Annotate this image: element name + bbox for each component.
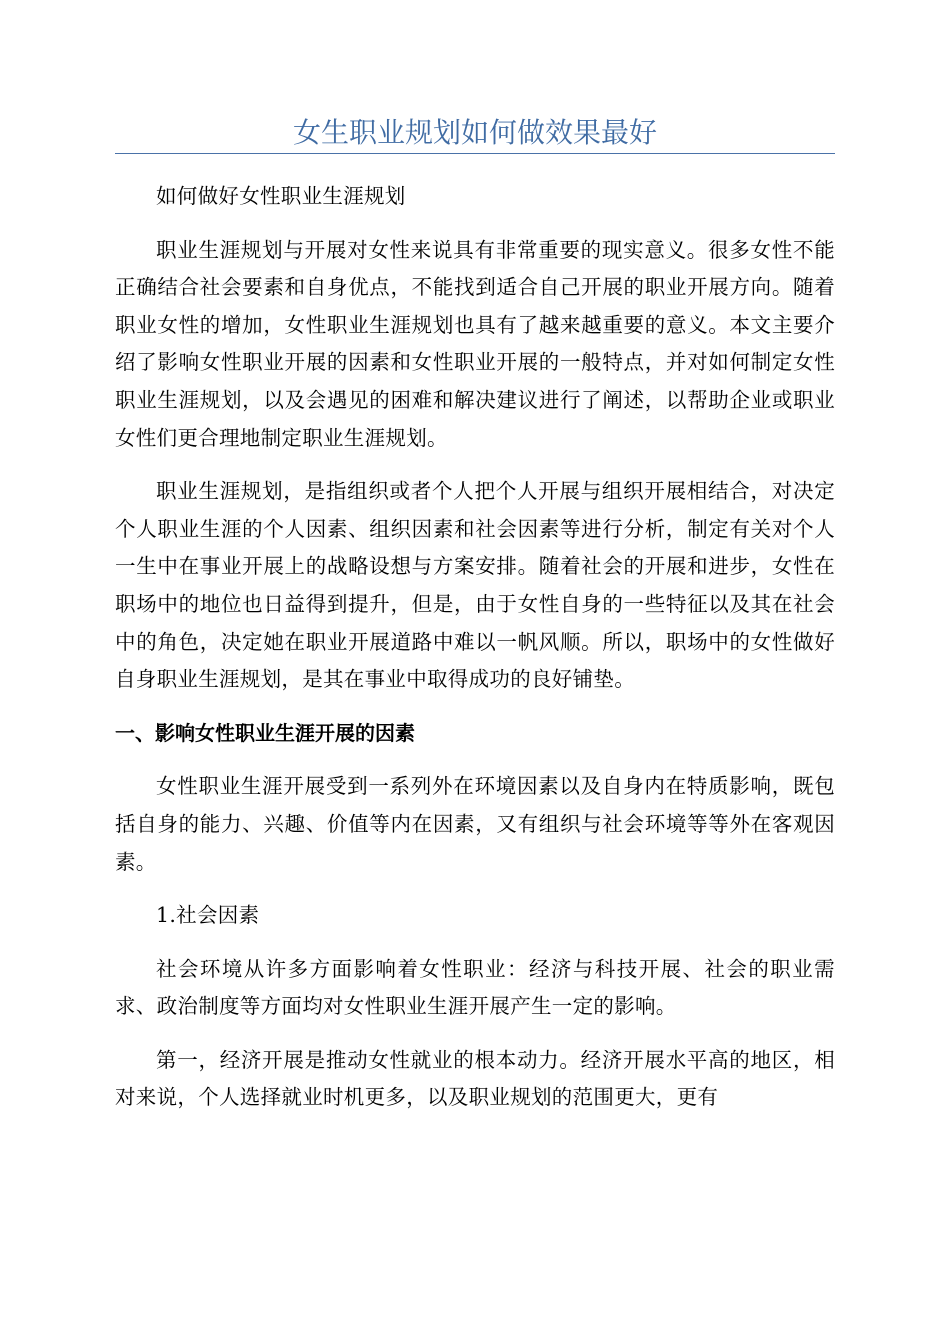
section-heading: 一、影响女性职业生涯开展的因素 xyxy=(115,720,415,745)
subsection-paragraph: 社会环境从许多方面影响着女性职业：经济与科技开展、社会的职业需求、政治制度等方面均对女性职业生涯开展产生一定的影响。 xyxy=(115,956,835,1019)
title-underline xyxy=(115,153,835,154)
document-title: 女生职业规划如何做效果最好 xyxy=(292,116,657,149)
subtitle: 如何做好女性职业生涯规划 xyxy=(156,184,406,208)
section-intro: 女性职业生涯开展受到一系列外在环境因素以及自身内在特质影响，既包括自身的能力、兴趣、价值等内在因素，又有组织与社会环境等等外在客观因素。 xyxy=(115,774,835,874)
subsection-heading: 1.社会因素 xyxy=(156,903,260,928)
subsection-paragraph-economy: 第一，经济开展是推动女性就业的根本动力。经济开展水平高的地区，相对来说，个人选择就业时机更多，以及职业规划的范围更大，更有 xyxy=(115,1047,835,1110)
paragraph-intro: 职业生涯规划与开展对女性来说具有非常重要的现实意义。很多女性不能正确结合社会要素和自身优点，不能找到适合自己开展的职业开展方向。随着职业女性的增加，女性职业生涯规划也具有了越来越重要的意义。本文主要介绍了影响女性职业开展的因素和女性职业开展的一般特点，并对如何制定女性职业生涯规划，以及会遇见的困难和解决建议进行了阐述，以帮助企业或职业女性们更合理地制定职业生涯规划。 xyxy=(115,237,835,450)
paragraph-definition: 职业生涯规划，是指组织或者个人把个人开展与组织开展相结合，对决定个人职业生涯的个人因素、组织因素和社会因素等进行分析，制定有关对个人一生中在事业开展上的战略设想与方案安排。随着社会的开展和进步，女性在职场中的地位也日益得到提升，但是，由于女性自身的一些特征以及其在社会中的角色，决定她在职业开展道路中难以一帆风顺。所以，职场中的女性做好自身职业生涯规划，是其在事业中取得成功的良好铺垫。 xyxy=(115,479,835,692)
document-body xyxy=(115,178,835,1133)
